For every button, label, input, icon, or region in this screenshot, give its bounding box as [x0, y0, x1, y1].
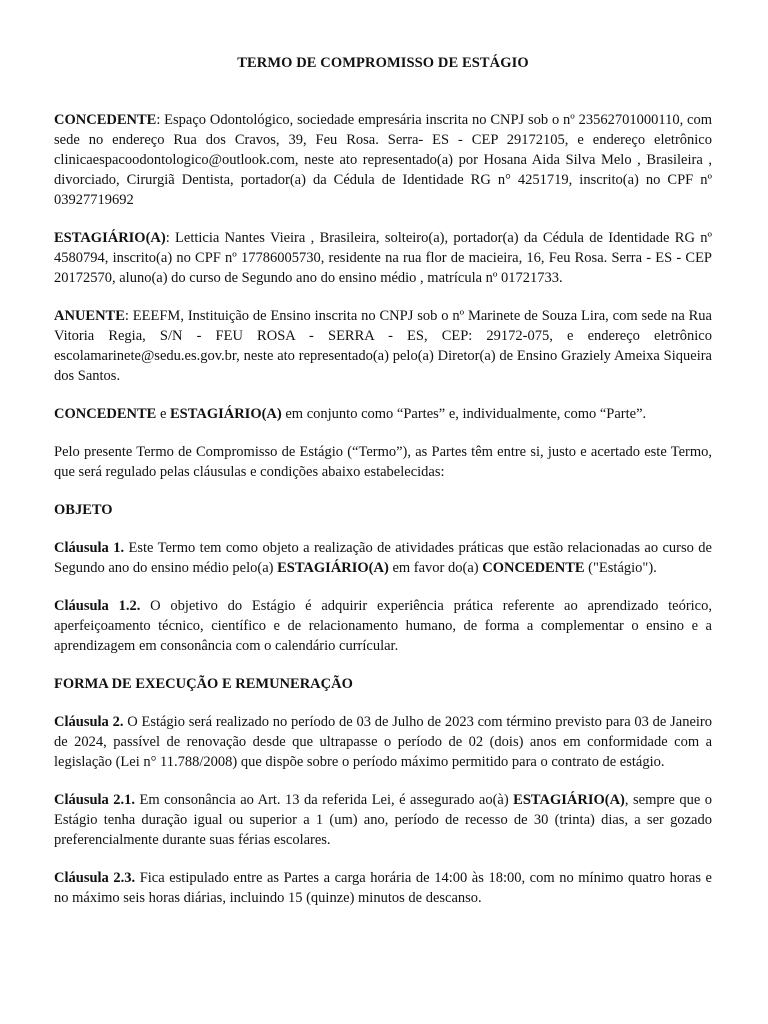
estagiario-label: ESTAGIÁRIO(A)	[54, 230, 166, 246]
section-heading-forma-execucao: FORMA DE EXECUÇÃO E REMUNERAÇÃO	[54, 676, 353, 692]
section-heading-objeto: OBJETO	[54, 502, 113, 518]
clausula-1-2-text: O objetivo do Estágio é adquirir experiência prática referente ao aprendizado teórico, aperfeiçoamento técnico, científico e de relacionamento humano, de forma a complementar o ensino e a aprendizagem em consonância com o calendário currícular.	[54, 598, 712, 654]
clausula-2-paragraph	[54, 712, 712, 772]
anuente-paragraph	[54, 306, 712, 386]
clausula-2-3-paragraph	[54, 868, 712, 908]
clausula-2-1-estagiario: ESTAGIÁRIO(A)	[513, 792, 625, 808]
estagiario-paragraph	[54, 228, 712, 288]
clausula-2-label: Cláusula 2.	[54, 714, 124, 730]
clausula-2-3-label: Cláusula 2.3.	[54, 870, 136, 886]
partes-paragraph	[54, 404, 712, 424]
anuente-text: : EEEFM, Instituição de Ensino inscrita no CNPJ sob o nº Marinete de Souza Lira, com sede na Rua Vitoria Regia, S/N - FEU ROSA - SERRA - ES, CEP: 29172-075, e endereço eletrônico escolamarinete@sedu.es.gov.br, neste ato representado(a) pelo(a) Diretor(a) de Ensino Graziely Ameixa Siqueira dos Santos.	[54, 308, 712, 384]
concedente-label: CONCEDENTE	[54, 112, 157, 128]
partes-estagiario-label: ESTAGIÁRIO(A)	[170, 406, 282, 422]
partes-connector: e	[156, 406, 171, 422]
clausula-2-3-text: Fica estipulado entre as Partes a carga horária de 14:00 às 18:00, com no mínimo quatro horas e no máximo seis horas diárias, incluindo 15 (quinze) minutos de descanso.	[54, 870, 712, 906]
partes-text: em conjunto como “Partes” e, individualmente, como “Parte”.	[281, 406, 647, 422]
concedente-paragraph	[54, 110, 712, 210]
clausula-2-1-label: Cláusula 2.1.	[54, 792, 136, 808]
clausula-1-concedente: CONCEDENTE	[482, 560, 585, 576]
clausula-1-paragraph	[54, 538, 712, 578]
clausula-1-label: Cláusula 1.	[54, 540, 125, 556]
partes-concedente-label: CONCEDENTE	[54, 406, 157, 422]
document-title: TERMO DE COMPROMISSO DE ESTÁGIO	[237, 55, 529, 71]
clausula-2-1-paragraph	[54, 790, 712, 850]
anuente-label: ANUENTE	[54, 308, 125, 324]
clausula-1-text-a: Este Termo tem como objeto a realização de atividades práticas que estão relacionadas ao curso de Segundo ano do ensino médio pelo(a)	[54, 540, 712, 576]
estagiario-text: : Letticia Nantes Vieira , Brasileira, solteiro(a), portador(a) da Cédula de Identidade RG nº 4580794, inscrito(a) no CPF nº 17786005730, residente na rua flor de macieira, 16, Feu Rosa. Serra - ES - CEP 20172570, aluno(a) do curso de Segundo ano do ensino médio , matrícula nº 01721733.	[54, 230, 712, 286]
clausula-1-2-paragraph	[54, 596, 712, 656]
preamble-paragraph: Pelo presente Termo de Compromisso de Estágio (“Termo”), as Partes têm entre si, justo e acertado este Termo, que será regulado pelas cláusulas e condições abaixo estabelecidas:	[54, 444, 712, 480]
clausula-2-text: O Estágio será realizado no período de 03 de Julho de 2023 com término previsto para 03 de Janeiro de 2024, passível de renovação desde que ultrapasse o período de 02 (dois) anos em conformidade com a legislação (Lei n° 11.788/2008) que dispõe sobre o período máximo permitido para o contrato de estágio.	[54, 714, 712, 770]
clausula-2-1-text-a: Em consonância ao Art. 13 da referida Lei, é assegurado ao(à)	[135, 792, 514, 808]
clausula-1-estagiario: ESTAGIÁRIO(A)	[277, 560, 389, 576]
concedente-text: : Espaço Odontológico, sociedade empresária inscrita no CNPJ sob o nº 23562701000110, com sede no endereço Rua dos Cravos, 39, Feu Rosa. Serra- ES - CEP 29172105, e endereço eletrônico clinicaespacoodontologico@outlook.com, neste ato representado(a) por Hosana Aida Silva Melo , Brasileira , divorciado, Cirurgiã Dentista, portador(a) da Cédula de Identidade RG n° 4251719, inscrito(a) no CPF nº 03927719692	[54, 112, 712, 208]
clausula-2-1-text-b: , sempre que o Estágio tenha duração igual ou superior a 1 (um) ano, período de recesso de 30 (trinta) dias, a ser gozado preferencialmente durante suas férias escolares.	[54, 792, 712, 848]
clausula-1-text-c: ("Estágio").	[584, 560, 657, 576]
clausula-1-2-label: Cláusula 1.2.	[54, 598, 141, 614]
clausula-1-text-b: em favor do(a)	[388, 560, 483, 576]
